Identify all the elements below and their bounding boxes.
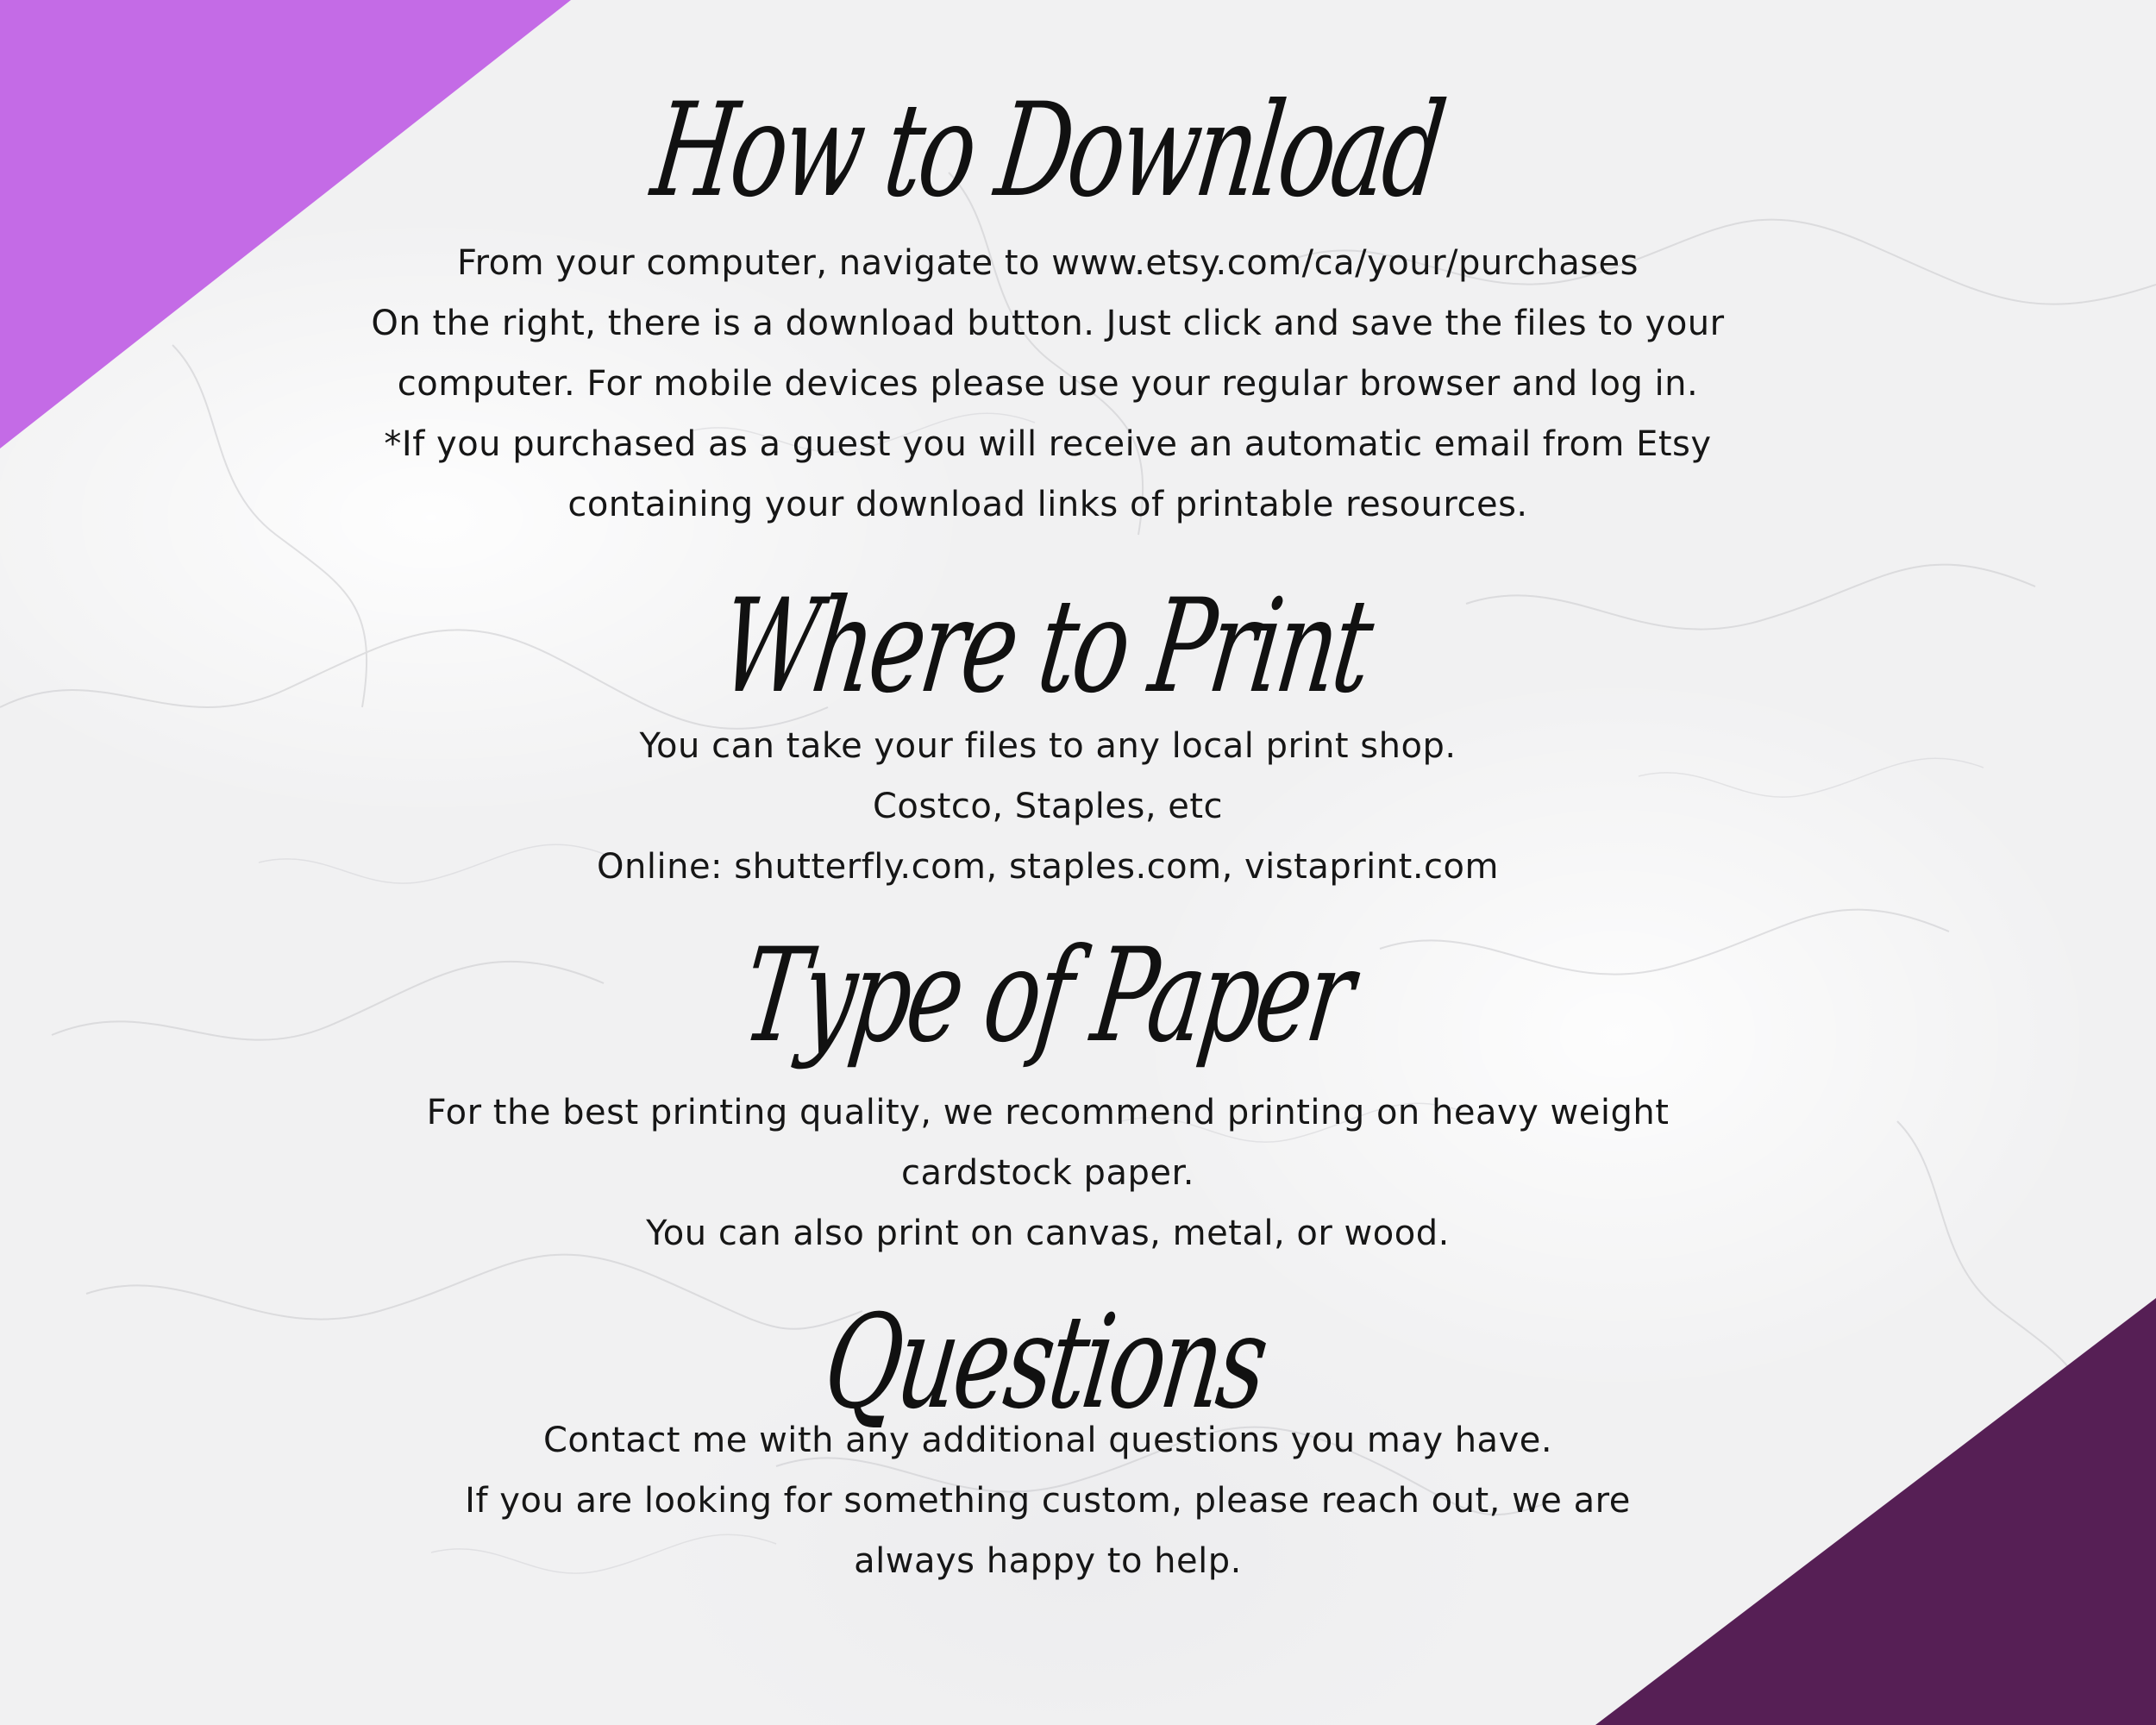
text-line: If you are looking for something custom, please reach out, we are bbox=[465, 1481, 1631, 1521]
text-line: computer. For mobile devices please use your regular browser and log in. bbox=[397, 364, 1699, 404]
text-line: On the right, there is a download button. Just click and save the files to your bbox=[371, 304, 1725, 343]
how-to-download-heading: How to Download bbox=[644, 76, 1450, 226]
how-to-download-text bbox=[345, 233, 1751, 535]
text-line: *If you purchased as a guest you will receive an automatic email from Etsy bbox=[384, 424, 1712, 464]
type-of-paper-section bbox=[345, 897, 1751, 1264]
text-line: From your computer, navigate to www.etsy.com/ca/your/purchases bbox=[456, 243, 1639, 283]
questions-section bbox=[345, 1264, 1751, 1591]
type-of-paper-text bbox=[345, 1082, 1751, 1264]
text-line: containing your download links of printable resources. bbox=[567, 485, 1528, 524]
text-line: cardstock paper. bbox=[901, 1153, 1194, 1193]
where-to-print-text bbox=[345, 716, 1751, 897]
where-to-print-section bbox=[345, 535, 1751, 897]
text-line: always happy to help. bbox=[854, 1541, 1242, 1581]
where-to-print-heading: Where to Print bbox=[712, 572, 1378, 722]
text-line: Costco, Staples, etc bbox=[872, 787, 1224, 826]
text-line: You can also print on canvas, metal, or wood. bbox=[646, 1214, 1450, 1253]
text-line: Contact me with any additional questions you may have. bbox=[542, 1421, 1553, 1460]
how-to-download-section bbox=[345, 60, 1751, 535]
questions-heading: Questions bbox=[816, 1288, 1273, 1438]
instructions-content bbox=[345, 60, 1751, 1591]
type-of-paper-heading: Type of Paper bbox=[735, 921, 1359, 1071]
text-line: You can take your files to any local print shop. bbox=[639, 726, 1457, 766]
text-line: For the best printing quality, we recommend printing on heavy weight bbox=[426, 1093, 1670, 1132]
text-line: Online: shutterfly.com, staples.com, vistaprint.com bbox=[597, 847, 1499, 887]
